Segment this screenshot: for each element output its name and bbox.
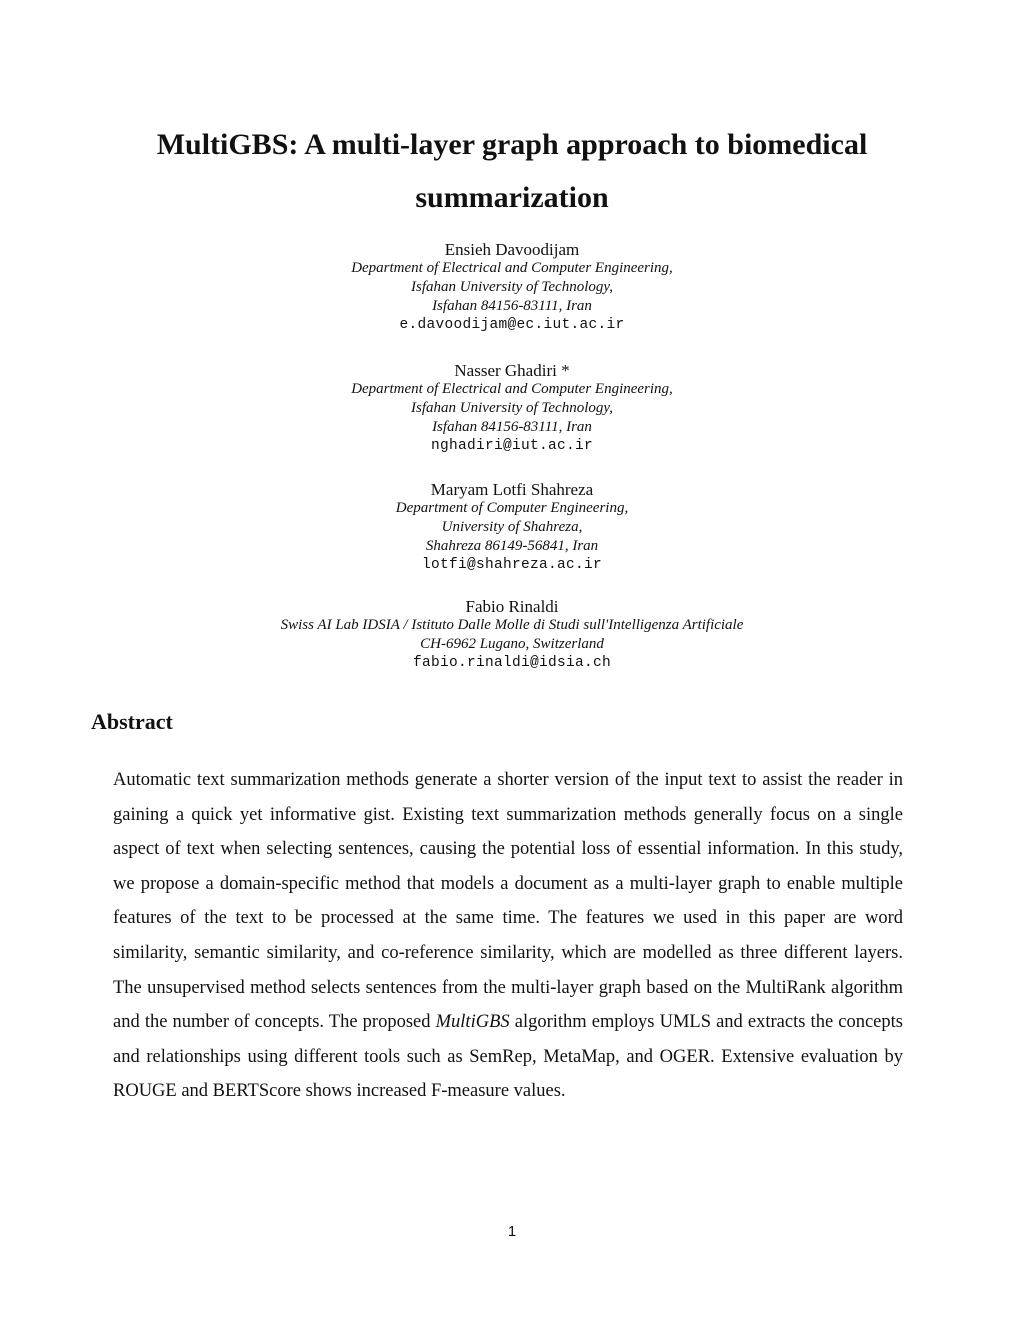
paper-title-line-1: MultiGBS: A multi-layer graph approach to biomedical (156, 128, 868, 161)
author-affiliation-line: University of Shahreza, (441, 519, 583, 535)
author-affiliation-line: Isfahan 84156-83111, Iran (432, 419, 592, 435)
paper-title-line-2: summarization (415, 181, 609, 214)
abstract-text-part-2: algorithm employs UMLS and extracts the concepts and relationships using different tools such as SemRep, MetaMap, and OGER. Extensive evaluation by ROUGE and BERTScore shows increased F-measure values. (113, 1012, 903, 1102)
author-email: lotfi@shahreza.ac.ir (421, 557, 603, 573)
author-block-4 (0, 597, 1024, 673)
author-affiliation-line: CH-6962 Lugano, Switzerland (420, 636, 604, 652)
author-affiliation-line: Swiss AI Lab IDSIA / Istituto Dalle Molle di Studi sull'Intelligenza Artificiale (280, 617, 744, 633)
abstract-heading: Abstract (91, 709, 173, 734)
paper-title (0, 118, 1024, 224)
author-name: Nasser Ghadiri * (454, 361, 570, 380)
author-name: Maryam Lotfi Shahreza (430, 480, 594, 499)
page-number: 1 (507, 1223, 517, 1240)
abstract-emphasis-method-name: MultiGBS (435, 1012, 510, 1033)
abstract-text-part-1: Automatic text summarization methods generate a shorter version of the input text to assist the reader in gaining a quick yet informative gist. Existing text summarization methods generally focus on a single aspect of text when selecting sentences, causing the potential loss of essential information. In this study, we propose a domain-specific method that models a document as a multi-layer graph to enable multiple features of the text to be processed at the same time. The features we used in this paper are word similarity, semantic similarity, and co-reference similarity, which are modelled as three different layers. The unsupervised method selects sentences from the multi-layer graph based on the MultiRank algorithm and the number of concepts. The proposed (113, 770, 903, 1033)
author-email: fabio.rinaldi@idsia.ch (412, 655, 612, 671)
author-affiliation-line: Isfahan University of Technology, (411, 400, 613, 416)
author-affiliation-line: Shahreza 86149-56841, Iran (425, 538, 599, 554)
author-affiliation-line: Isfahan 84156-83111, Iran (432, 298, 592, 314)
author-block-2 (0, 361, 1024, 456)
author-affiliation-line: Department of Computer Engineering, (395, 500, 629, 516)
abstract-body (113, 763, 903, 1109)
author-block-1 (0, 240, 1024, 335)
author-affiliation-line: Department of Electrical and Computer Engineering, (351, 381, 673, 397)
author-email: nghadiri@iut.ac.ir (430, 438, 594, 454)
author-affiliation-line: Department of Electrical and Computer Engineering, (351, 260, 673, 276)
author-affiliation-line: Isfahan University of Technology, (411, 279, 613, 295)
author-block-3 (0, 480, 1024, 575)
author-name: Fabio Rinaldi (465, 597, 559, 616)
author-name: Ensieh Davoodijam (444, 240, 580, 259)
author-email: e.davoodijam@ec.iut.ac.ir (399, 317, 625, 333)
